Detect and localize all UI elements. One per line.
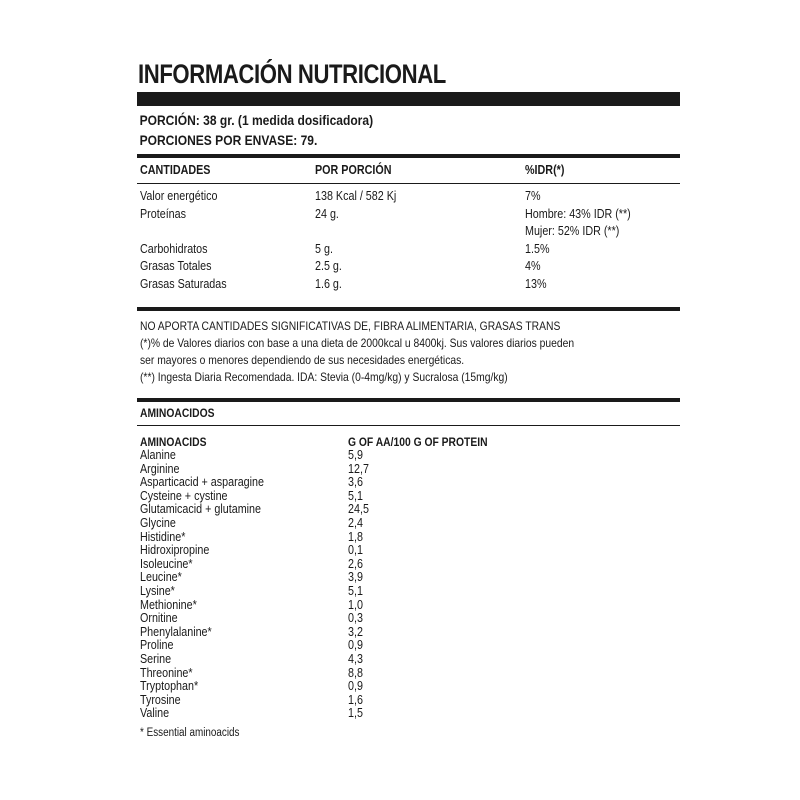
amino-value: 4,3 bbox=[348, 651, 363, 666]
amino-name: Lysine* bbox=[140, 583, 175, 598]
note-line: ser mayores o menores dependiendo de sus necesidades energéticas. bbox=[140, 353, 465, 367]
nutrient-amount: 5 g. bbox=[315, 241, 333, 256]
amino-name: Glutamicacid + glutamine bbox=[140, 502, 262, 517]
nutrient-name: Grasas Saturadas bbox=[140, 276, 227, 291]
amino-name: Glycine bbox=[140, 515, 176, 530]
nutrient-idr: Hombre: 43% IDR (**) bbox=[525, 206, 631, 221]
list-item bbox=[140, 626, 680, 640]
note-line: (**) Ingesta Diaria Recomendada. IDA: Stevia (0-4mg/kg) y Sucralosa (15mg/kg) bbox=[140, 370, 508, 384]
header-idr: %IDR(*) bbox=[525, 163, 565, 177]
notes-section bbox=[137, 311, 680, 398]
nutrient-amount: 138 Kcal / 582 Kj bbox=[315, 189, 397, 203]
list-item bbox=[140, 490, 680, 504]
amino-name: Tryptophan* bbox=[140, 679, 199, 694]
table-row bbox=[137, 223, 680, 241]
amino-header-value: G OF AA/100 G OF PROTEIN bbox=[348, 435, 488, 449]
list-item bbox=[140, 667, 680, 681]
list-item bbox=[140, 599, 680, 613]
nutrient-idr: 7% bbox=[525, 189, 541, 203]
amino-value: 5,1 bbox=[348, 583, 363, 598]
nutrient-name: Proteínas bbox=[140, 206, 187, 221]
nutrient-idr: 1.5% bbox=[525, 241, 550, 256]
amino-value: 2,4 bbox=[348, 515, 363, 530]
list-item bbox=[140, 571, 680, 585]
table-row bbox=[137, 258, 680, 276]
portion-section bbox=[137, 106, 680, 154]
list-item bbox=[140, 585, 680, 599]
list-item bbox=[140, 694, 680, 708]
amino-name: Proline bbox=[140, 638, 174, 653]
list-item bbox=[140, 680, 680, 694]
list-item bbox=[140, 612, 680, 626]
amino-name: Phenylalanine* bbox=[140, 624, 212, 639]
nutrient-name: Carbohidratos bbox=[140, 241, 208, 256]
amino-header-name: AMINOACIDS bbox=[140, 435, 207, 449]
nutrient-idr: Mujer: 52% IDR (**) bbox=[525, 224, 620, 238]
portion-per-container: PORCIONES POR ENVASE: 79. bbox=[139, 132, 318, 148]
amino-name: Arginine bbox=[140, 461, 180, 476]
amino-name: Serine bbox=[140, 651, 172, 666]
amino-footnote: * Essential aminoacids bbox=[140, 726, 240, 739]
amino-name: Tyrosine bbox=[140, 692, 181, 707]
table-row bbox=[137, 241, 680, 259]
amino-value: 0,3 bbox=[348, 611, 363, 626]
amino-name: Leucine* bbox=[140, 570, 182, 585]
list-item bbox=[140, 639, 680, 653]
amino-value: 3,6 bbox=[348, 475, 363, 490]
amino-section-title-text: AMINOACIDOS bbox=[140, 406, 215, 420]
amino-name: Hidroxipropine bbox=[140, 543, 210, 558]
amino-value: 12,7 bbox=[348, 461, 369, 476]
table-row bbox=[137, 188, 680, 206]
amino-name: Isoleucine* bbox=[140, 556, 193, 571]
amino-value: 5,9 bbox=[348, 448, 363, 462]
nutrient-name bbox=[140, 223, 291, 241]
portion-serving: PORCIÓN: 38 gr. (1 medida dosificadora) bbox=[139, 112, 374, 128]
nutrient-amount: 1.6 g. bbox=[315, 276, 342, 291]
nutrient-name: Grasas Totales bbox=[140, 259, 212, 273]
amino-value: 24,5 bbox=[348, 502, 369, 517]
title-divider bbox=[137, 92, 680, 106]
list-item bbox=[140, 653, 680, 667]
list-item bbox=[140, 531, 680, 545]
note-line: (*)% de Valores diarios con base a una dieta de 2000kcal u 8400kj. Sus valores diarios pueden bbox=[140, 336, 575, 350]
page-title: INFORMACIÓN NUTRICIONAL bbox=[138, 59, 446, 89]
nutrient-amount: 24 g. bbox=[315, 206, 339, 221]
amino-table bbox=[137, 426, 680, 741]
amino-value: 1,8 bbox=[348, 529, 363, 544]
amino-value: 1,0 bbox=[348, 597, 363, 612]
amino-name: Histidine* bbox=[140, 529, 186, 544]
amino-name: Methionine* bbox=[140, 597, 197, 612]
amino-value: 3,2 bbox=[348, 624, 363, 639]
amino-name: Threonine* bbox=[140, 665, 193, 680]
list-item bbox=[140, 517, 680, 531]
list-item bbox=[140, 503, 680, 517]
nutrient-idr: 13% bbox=[525, 276, 547, 291]
amino-rows bbox=[140, 449, 680, 721]
amino-header-row bbox=[140, 435, 680, 449]
amino-name: Cysteine + cystine bbox=[140, 488, 228, 503]
amino-value: 0,9 bbox=[348, 638, 363, 653]
table-row bbox=[137, 206, 680, 224]
table-row bbox=[137, 276, 680, 294]
header-per-portion: POR PORCIÓN bbox=[315, 163, 392, 177]
list-item bbox=[140, 558, 680, 572]
amino-value: 0,1 bbox=[348, 543, 363, 558]
amino-name: Valine bbox=[140, 706, 170, 721]
nutrient-name: Valor energético bbox=[140, 189, 218, 203]
amino-value: 8,8 bbox=[348, 665, 363, 680]
nutrient-idr: 4% bbox=[525, 259, 541, 273]
amino-value: 5,1 bbox=[348, 488, 363, 503]
amino-name: Ornitine bbox=[140, 611, 178, 626]
nutrient-amount: 2.5 g. bbox=[315, 259, 342, 273]
amino-section-title bbox=[137, 402, 680, 425]
nutrition-header-row bbox=[137, 158, 680, 183]
amino-value: 3,9 bbox=[348, 570, 363, 585]
note-line: NO APORTA CANTIDADES SIGNIFICATIVAS DE, FIBRA ALIMENTARIA, GRASAS TRANS bbox=[140, 319, 561, 333]
nutrient-amount bbox=[315, 223, 496, 241]
list-item bbox=[140, 707, 680, 721]
list-item bbox=[140, 449, 680, 463]
nutrition-table bbox=[137, 184, 680, 307]
amino-value: 0,9 bbox=[348, 679, 363, 694]
amino-name: Asparticacid + asparagine bbox=[140, 475, 265, 490]
amino-value: 2,6 bbox=[348, 556, 363, 571]
header-quantities: CANTIDADES bbox=[140, 163, 211, 177]
nutrition-label bbox=[137, 58, 680, 741]
amino-name: Alanine bbox=[140, 448, 176, 462]
amino-value: 1,6 bbox=[348, 692, 363, 707]
amino-value: 1,5 bbox=[348, 706, 363, 721]
list-item bbox=[140, 544, 680, 558]
list-item bbox=[140, 476, 680, 490]
list-item bbox=[140, 463, 680, 477]
